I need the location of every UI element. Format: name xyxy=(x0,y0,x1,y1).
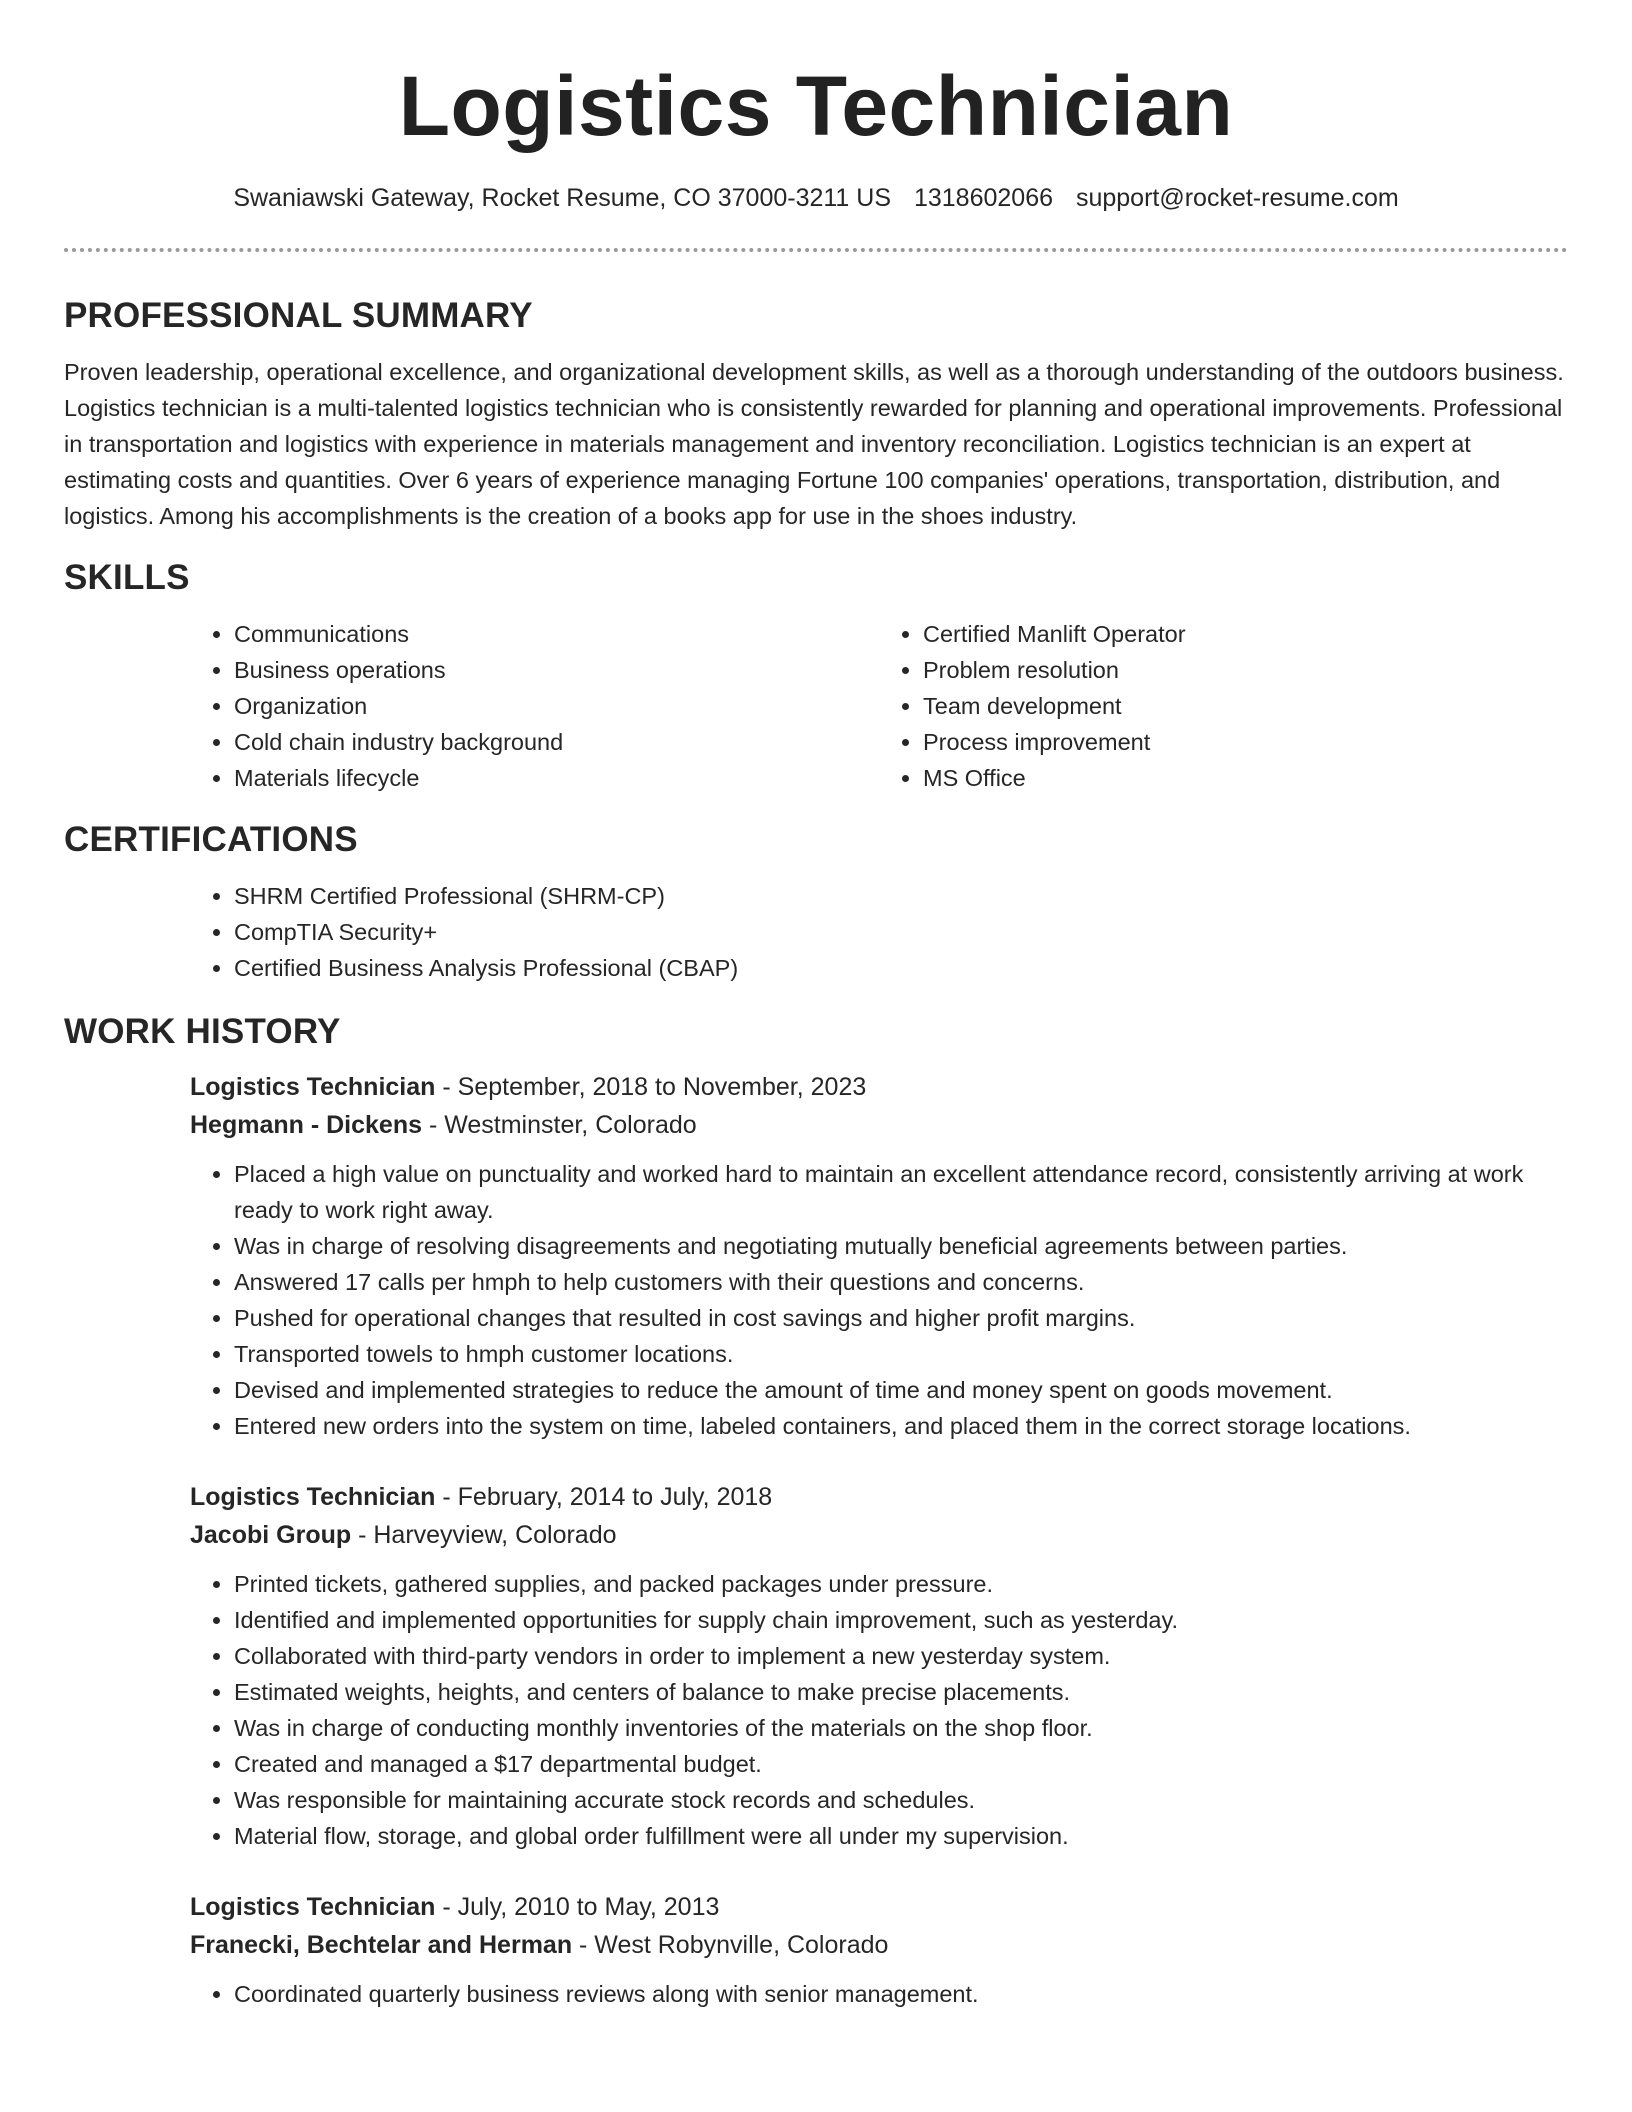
skill-item: • MS Office xyxy=(923,760,1568,796)
job-location: - West Robynville, Colorado xyxy=(572,1931,889,1959)
contact-email: support@rocket-resume.com xyxy=(1075,184,1399,212)
certifications-heading: CERTIFICATIONS xyxy=(64,820,358,859)
job-bullet: • Collaborated with third-party vendors in order to implement a new yesterday system. xyxy=(234,1638,1568,1674)
job-title-line xyxy=(190,1888,1568,1926)
job-company-line xyxy=(190,1516,1568,1554)
certification-item: • SHRM Certified Professional (SHRM-CP) xyxy=(234,878,1568,914)
certification-item: • Certified Business Analysis Professional (CBAP) xyxy=(234,950,1568,986)
job-company-line xyxy=(190,1106,1568,1144)
skill-item: • Cold chain industry background xyxy=(234,724,879,760)
skill-item: • Organization xyxy=(234,688,879,724)
job-bullets xyxy=(190,1156,1568,1444)
candidate-name: Logistics Technician xyxy=(398,59,1234,153)
skill-item: • Business operations xyxy=(234,652,879,688)
work-history-heading: WORK HISTORY xyxy=(64,1012,341,1051)
job-bullet: • Estimated weights, heights, and centers of balance to make precise placements. xyxy=(234,1674,1568,1710)
job-bullet: • Pushed for operational changes that resulted in cost savings and higher profit margins. xyxy=(234,1300,1568,1336)
job-bullet: • Transported towels to hmph customer locations. xyxy=(234,1336,1568,1372)
contact-address: Swaniawski Gateway, Rocket Resume, CO 37000-3211 US xyxy=(233,184,892,212)
job-company: Hegmann - Dickens xyxy=(190,1111,423,1139)
job-bullet: • Devised and implemented strategies to reduce the amount of time and money spent on goods movement. xyxy=(234,1372,1568,1408)
job-title-line xyxy=(190,1068,1568,1106)
job-location: - Harveyview, Colorado xyxy=(351,1521,617,1549)
job-entry xyxy=(190,1068,1568,1144)
job-title: Logistics Technician xyxy=(190,1073,436,1101)
job-bullet: • Identified and implemented opportunities for supply chain improvement, such as yesterday. xyxy=(234,1602,1568,1638)
job-bullet: • Answered 17 calls per hmph to help customers with their questions and concerns. xyxy=(234,1264,1568,1300)
job-bullet: • Printed tickets, gathered supplies, and packed packages under pressure. xyxy=(234,1566,1568,1602)
job-title: Logistics Technician xyxy=(190,1893,436,1921)
skill-item: • Certified Manlift Operator xyxy=(923,616,1568,652)
job-entry xyxy=(190,1478,1568,1554)
job-dates: - July, 2010 to May, 2013 xyxy=(435,1893,720,1921)
job-title: Logistics Technician xyxy=(190,1483,436,1511)
job-bullet: • Coordinated quarterly business reviews along with senior management. xyxy=(234,1976,1568,2012)
contact-phone: 1318602066 xyxy=(913,184,1054,212)
certification-item: • CompTIA Security+ xyxy=(234,914,1568,950)
skills-column-left xyxy=(190,616,879,796)
job-bullet: • Entered new orders into the system on time, labeled containers, and placed them in the correct storage locations. xyxy=(234,1408,1568,1444)
skill-item: • Team development xyxy=(923,688,1568,724)
skills-column-right xyxy=(879,616,1568,796)
job-bullet: • Created and managed a $17 departmental budget. xyxy=(234,1746,1568,1782)
job-bullet: • Was in charge of resolving disagreements and negotiating mutually beneficial agreements between parties. xyxy=(234,1228,1568,1264)
job-dates: - February, 2014 to July, 2018 xyxy=(435,1483,773,1511)
header-divider xyxy=(64,248,1568,252)
job-bullet: • Material flow, storage, and global order fulfillment were all under my supervision. xyxy=(234,1818,1568,1854)
skill-item: • Materials lifecycle xyxy=(234,760,879,796)
job-bullets xyxy=(190,1976,1568,2012)
job-bullet: • Was responsible for maintaining accurate stock records and schedules. xyxy=(234,1782,1568,1818)
job-company: Franecki, Bechtelar and Herman xyxy=(190,1931,573,1959)
job-dates: - September, 2018 to November, 2023 xyxy=(435,1073,867,1101)
job-company: Jacobi Group xyxy=(190,1521,352,1549)
job-title-line xyxy=(190,1478,1568,1516)
summary-heading: PROFESSIONAL SUMMARY xyxy=(64,296,533,335)
job-company-line xyxy=(190,1926,1568,1964)
skill-item: • Problem resolution xyxy=(923,652,1568,688)
summary-text: Proven leadership, operational excellence, and organizational development skills, as well as a thorough understanding of the outdoors business. Logistics technician is a multi-talented logistics technician who is consistently rewarded for planning and operational improvements. Professional in transportation and logistics with experience in materials management and inventory reconciliation. Logistics technician is an expert at estimating costs and quantities. Over 6 years of experience managing Fortune 100 companies' operations, transportation, distribution, and logistics. Among his accomplishments is the creation of a books app for use in the shoes industry. xyxy=(64,359,1564,529)
contact-line xyxy=(64,182,1568,214)
job-entry xyxy=(190,1888,1568,1964)
skills-list xyxy=(190,616,1568,796)
job-bullet: • Was in charge of conducting monthly inventories of the materials on the shop floor. xyxy=(234,1710,1568,1746)
job-location: - Westminster, Colorado xyxy=(422,1111,697,1139)
skills-heading: SKILLS xyxy=(64,558,190,597)
job-bullets xyxy=(190,1566,1568,1854)
job-bullet: • Placed a high value on punctuality and worked hard to maintain an excellent attendance record, consistently arriving at work ready to work right away. xyxy=(234,1156,1568,1228)
skill-item: • Communications xyxy=(234,616,879,652)
skill-item: • Process improvement xyxy=(923,724,1568,760)
certifications-list xyxy=(190,878,1568,986)
